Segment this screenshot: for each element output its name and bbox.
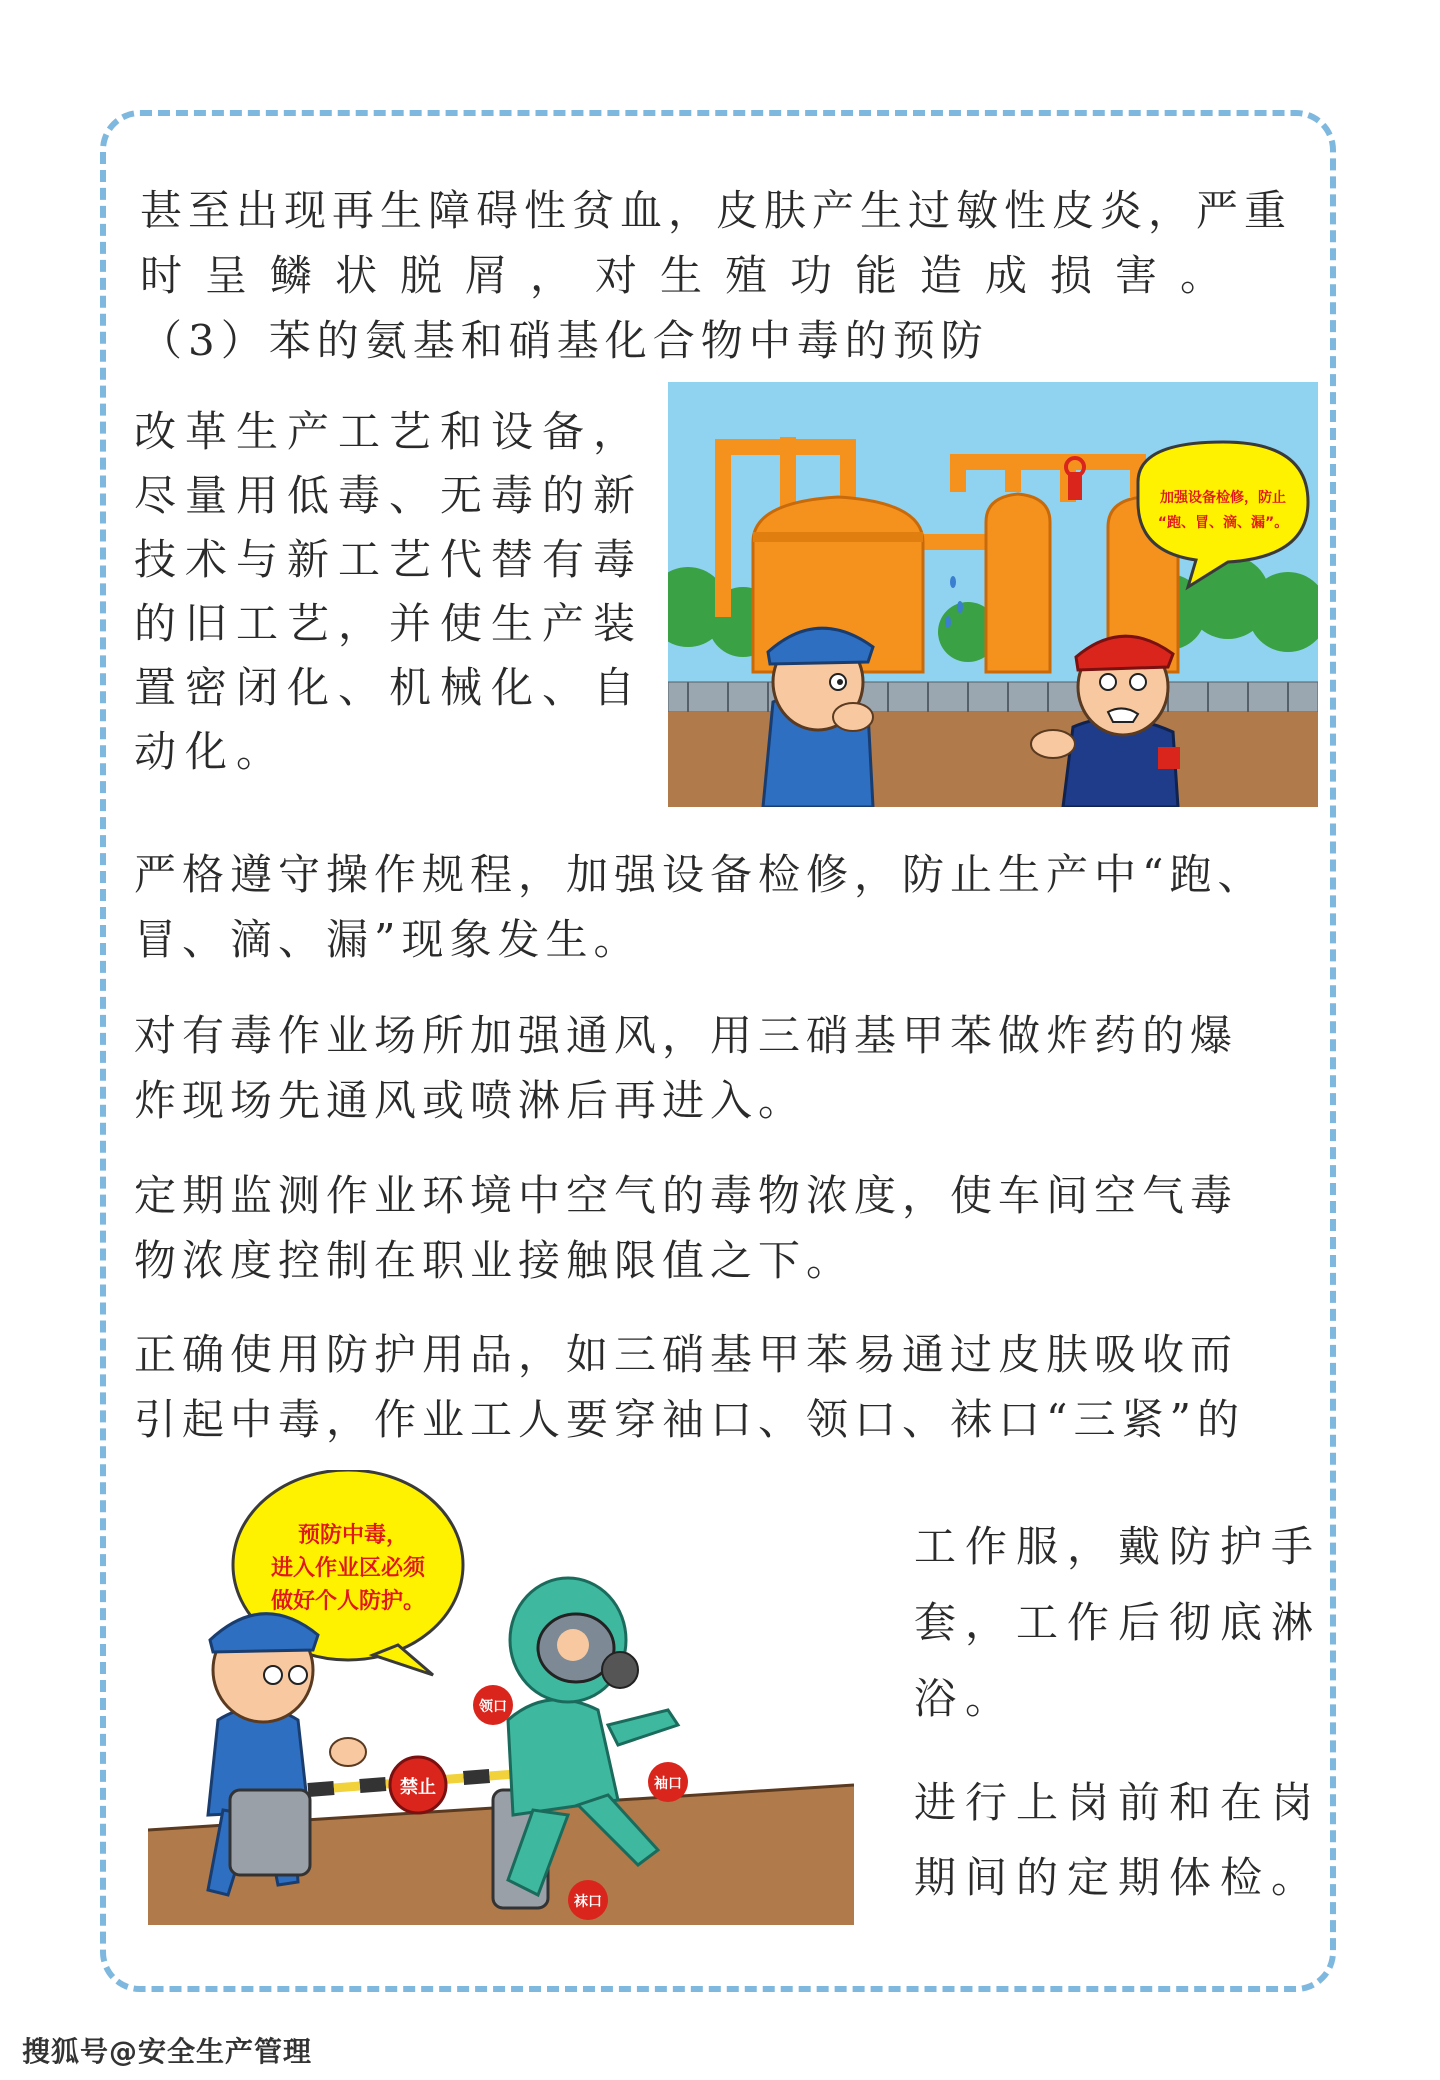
p2-line-2: 冒、滴、漏”现象发生。 <box>134 915 642 964</box>
intro-line-1: 甚至出现再生障碍性贫血，皮肤产生过敏性皮炎，严重 <box>140 186 1293 235</box>
p6-line-2: 套，工作后彻底淋 <box>914 1598 1323 1647</box>
protective-gear-illustration <box>148 1470 854 1925</box>
p1-line-4: 的旧工艺，并使生产装 <box>134 599 645 648</box>
p1-line-2: 尽量用低毒、无毒的新 <box>134 471 645 520</box>
p3-line-2: 炸现场先通风或喷淋后再进入。 <box>134 1076 807 1125</box>
watermark: 搜狐号@安全生产管理 <box>22 2035 313 2068</box>
stop-sign-label: 禁止 <box>400 1777 436 1798</box>
p3-line-1: 对有毒作业场所加强通风，用三硝基甲苯做炸药的爆 <box>134 1011 1239 1060</box>
p1-line-3: 技术与新工艺代替有毒 <box>134 535 645 584</box>
factory-bubble-line-2: “跑、冒、滴、漏”。 <box>1157 515 1289 531</box>
sock-label: 袜口 <box>574 1894 602 1910</box>
p1-line-1: 改革生产工艺和设备， <box>134 407 645 456</box>
p6-line-3: 浴。 <box>914 1674 1017 1723</box>
p5-line-1: 正确使用防护用品，如三硝基甲苯易通过皮肤吸收而 <box>134 1330 1239 1379</box>
p7-line-2: 期间的定期体检。 <box>914 1853 1323 1902</box>
p4-line-1: 定期监测作业环境中空气的毒物浓度，使车间空气毒 <box>134 1171 1239 1220</box>
protect-bubble-line-1: 预防中毒， <box>297 1523 409 1548</box>
p5-line-2: 引起中毒，作业工人要穿袖口、领口、袜口“三紧”的 <box>134 1395 1245 1444</box>
p1-line-5: 置密闭化、机械化、自 <box>134 663 645 712</box>
worker-figure-left <box>763 628 873 807</box>
factory-illustration <box>668 382 1318 807</box>
p6-line-1: 工作服，戴防护手 <box>914 1522 1323 1571</box>
protect-bubble-line-3: 做好个人防护。 <box>270 1589 426 1614</box>
p4-line-2: 物浓度控制在职业接触限值之下。 <box>134 1236 855 1285</box>
p1-line-6: 动化。 <box>134 727 288 776</box>
section-heading: （3）苯的氨基和硝基化合物中毒的预防 <box>140 316 989 365</box>
p2-line-1: 严格遵守操作规程，加强设备检修，防止生产中“跑、 <box>134 850 1266 899</box>
protect-bubble-line-2: 进入作业区必须 <box>270 1556 426 1581</box>
collar-label: 领口 <box>479 1699 507 1715</box>
cuff-label: 袖口 <box>654 1776 682 1792</box>
intro-line-2: 时呈鳞状脱屑，对生殖功能造成损害。 <box>140 251 1246 300</box>
p7-line-1: 进行上岗前和在岗 <box>914 1778 1323 1827</box>
factory-bubble-line-1: 加强设备检修，防止 <box>1160 490 1286 506</box>
